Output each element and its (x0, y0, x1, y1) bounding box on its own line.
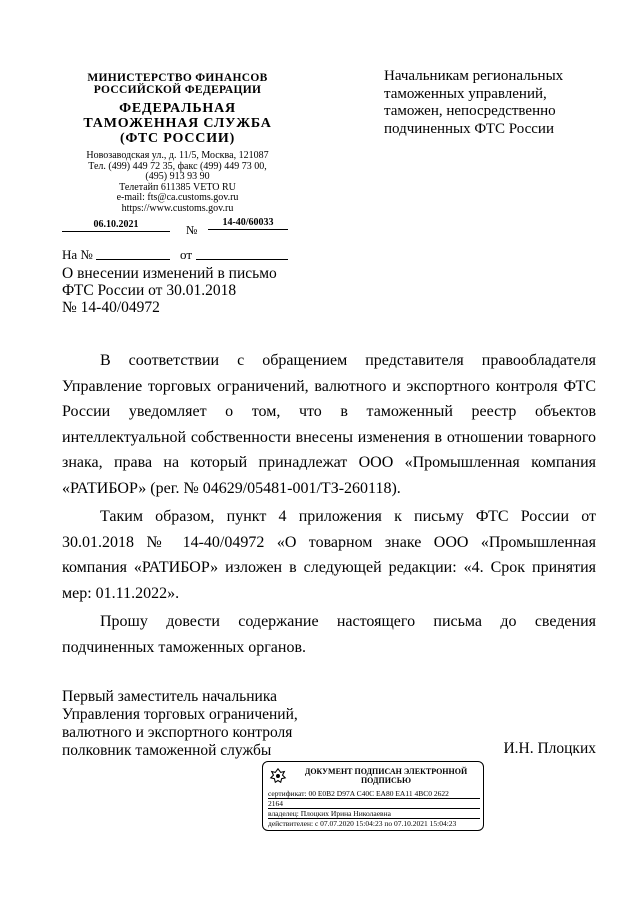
ministry-line: МИНИСТЕРСТВО ФИНАНСОВ (87, 72, 268, 84)
phone-line: Тел. (499) 449 72 35, факс (499) 449 73 00, (88, 160, 267, 172)
addressee-line: подчиненных ФТС России (384, 120, 554, 137)
email-line: e-mail: fts@ca.customs.gov.ru (116, 192, 239, 203)
contacts-block (50, 151, 305, 214)
electronic-signature-stamp (262, 761, 484, 831)
registration-number-label: № (186, 223, 198, 237)
website-line: https://www.customs.gov.ru (121, 202, 234, 214)
subject-line: № 14-40/04972 (62, 299, 160, 316)
subject-line: ФТС России от 30.01.2018 (62, 282, 237, 299)
signer-line: валютного и экспортного контроля (62, 724, 293, 741)
addressee-line: таможен, непосредственно (384, 103, 556, 119)
from-label: от (180, 247, 193, 262)
stamp-details (268, 789, 480, 828)
teletype-line: Телетайп 611385 VETO RU (119, 181, 236, 193)
emblem-icon (269, 767, 287, 785)
subject-line: О внесении изменений в письмо (62, 265, 277, 282)
signer-line: Первый заместитель начальника (62, 688, 278, 705)
certificate-line: 2164 (268, 799, 480, 809)
address-line: Новозаводская ул., д. 11/5, Москва, 121087 (86, 150, 269, 161)
validity-line: действителен: с 07.07.2020 15:04:23 по 07.10.2021 15:04:23 (268, 819, 457, 828)
addressee-line: Начальникам региональных (384, 68, 564, 84)
service-line: (ФТС РОССИИ) (119, 131, 236, 146)
addressee-line: таможенных управлений, (384, 85, 547, 102)
letter-body (62, 348, 596, 663)
service-line: ТАМОЖЕННАЯ СЛУЖБА (83, 116, 272, 131)
on-number-label: На № (62, 247, 93, 262)
body-paragraph: Прошу довести содержание настоящего письма до сведения подчиненных таможенных органов. (62, 613, 596, 656)
service-line: ФЕДЕРАЛЬНАЯ (119, 101, 236, 116)
signer-line: Управления торговых ограничений, (62, 706, 298, 723)
from-blank (196, 259, 288, 260)
phone-line: (495) 913 93 90 (145, 171, 210, 182)
service-name (50, 101, 305, 146)
signer-position (62, 688, 362, 760)
on-number-blank (96, 259, 170, 260)
signer-line: полковник таможенной службы (62, 742, 272, 759)
signer-name: И.Н. Плоцких (503, 740, 596, 757)
ministry-name (50, 72, 305, 96)
registration-date: 06.10.2021 (62, 219, 170, 232)
stamp-title: ДОКУМЕНТ ПОДПИСАН ЭЛЕКТРОННОЙ ПОДПИСЬЮ (304, 767, 468, 785)
certificate-line: сертификат: 00 E0B2 D97A C40C EA80 EA11 4BC0 2622 (268, 789, 480, 799)
owner-line: владелец: Плоцких Ирина Николаевна (268, 809, 480, 819)
body-paragraph: Таким образом, пункт 4 приложения к письму ФТС России от 30.01.2018 № 14-40/04972 «О товарном знаке ООО «Промышленная компания «РАТИБОР» изложен в следующей редакции: «4. Срок принятия мер: 01.11.2022». (62, 508, 596, 602)
letter-subject (62, 265, 322, 316)
registration-number: 14-40/60033 (208, 217, 288, 230)
body-paragraph: В соответствии с обращением представителя правообладателя Управление торговых ограничений, валютного и экспортного контроля ФТС России уведомляет о том, что в таможенный реестр объектов интеллектуальной собственности внесены изменения в отношении товарного знака, права на который принадлежат ООО «Промышленная компания «РАТИБОР» (рег. № 04629/05481-001/ТЗ-260118). (62, 352, 596, 497)
addressee-block (384, 68, 614, 138)
ministry-line: РОССИЙСКОЙ ФЕДЕРАЦИИ (93, 84, 262, 96)
